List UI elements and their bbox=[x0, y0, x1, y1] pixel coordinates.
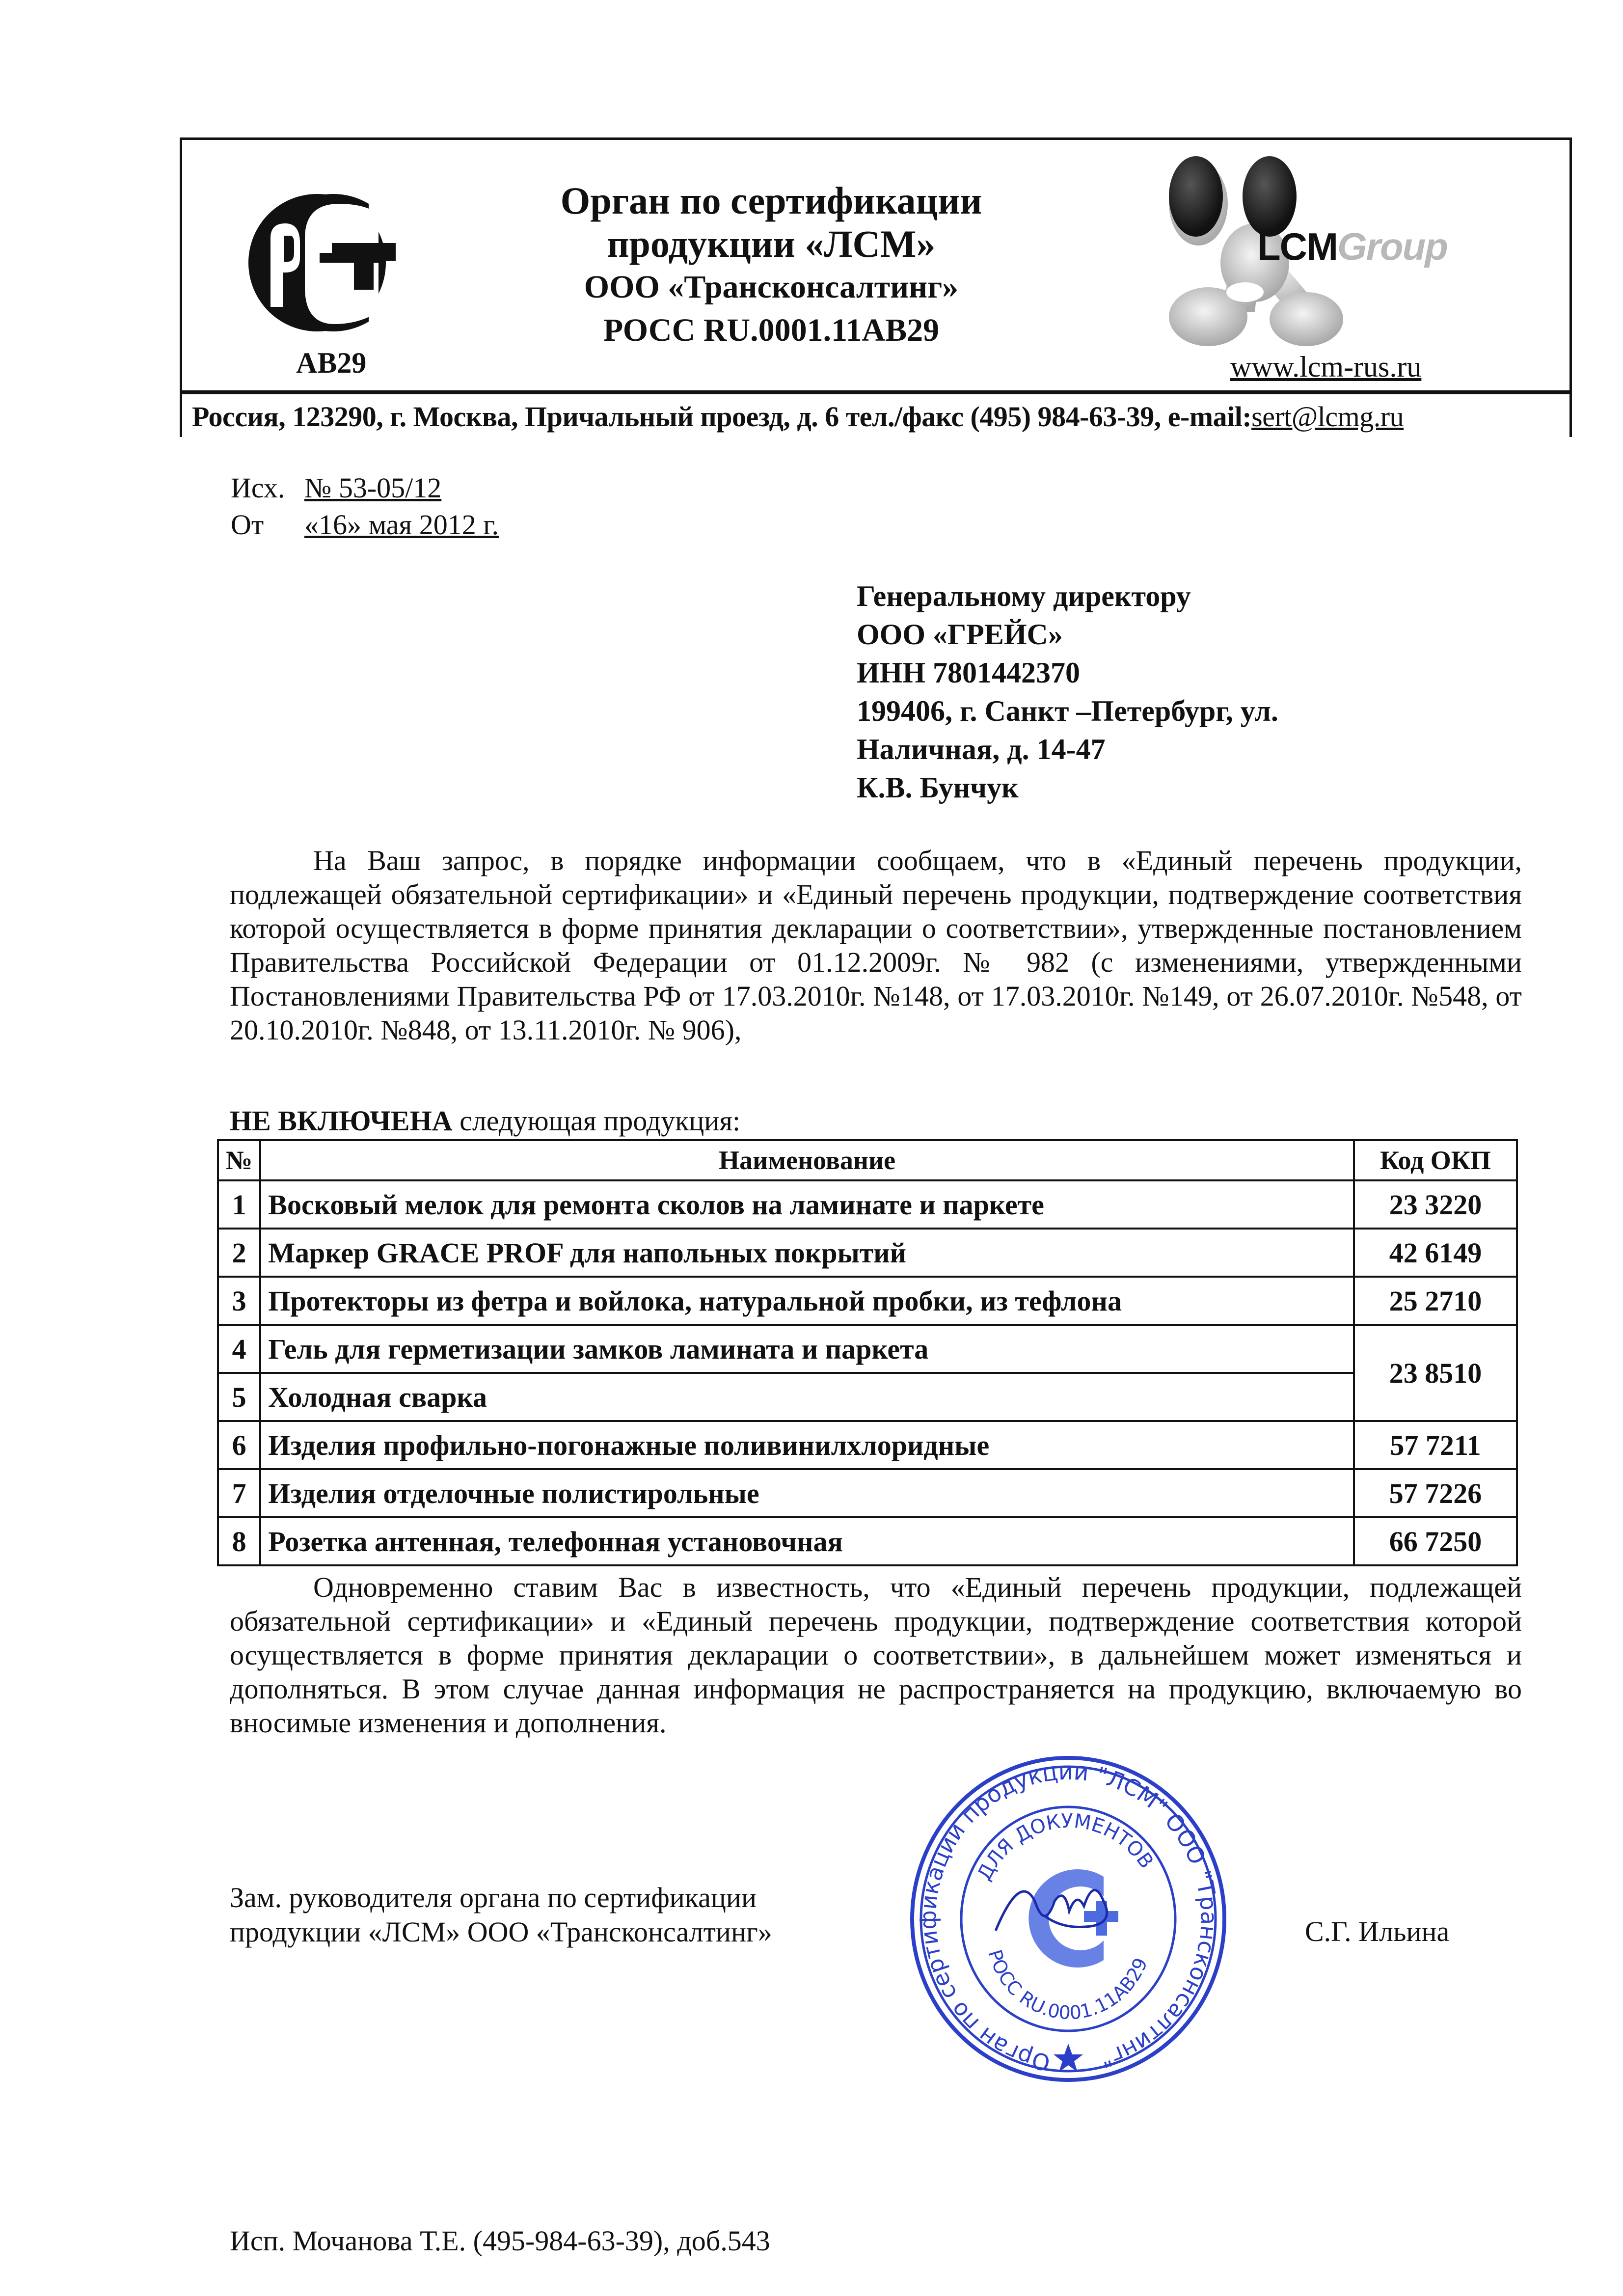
row-name: Изделия отделочные полистирольные bbox=[260, 1469, 1354, 1517]
letterhead-top bbox=[182, 140, 1569, 390]
row-number: 8 bbox=[218, 1517, 260, 1565]
outgoing-number bbox=[231, 471, 441, 504]
recipient-line: ООО «ГРЕЙС» bbox=[857, 618, 1063, 651]
org-title-line3: ООО «Трансконсалтинг» bbox=[584, 269, 959, 305]
org-title-line4: РОСС RU.0001.11AB29 bbox=[603, 312, 940, 348]
row-name: Розетка антенная, телефонная установочная bbox=[260, 1517, 1354, 1565]
outgoing-value: № 53-05/12 bbox=[304, 472, 442, 504]
row-name: Маркер GRACE PROF для напольных покрытий bbox=[260, 1229, 1354, 1277]
not-included-bold: НЕ ВКЛЮЧЕНА bbox=[230, 1105, 453, 1137]
row-number: 1 bbox=[218, 1180, 260, 1229]
table-row bbox=[218, 1180, 1517, 1229]
org-title-line1: Орган по сертификации bbox=[560, 179, 982, 222]
signatory-role bbox=[230, 1881, 772, 1949]
row-name: Холодная сварка bbox=[260, 1373, 1354, 1421]
cert-mark-code: AB29 bbox=[296, 347, 367, 379]
paragraph-1-text: На Ваш запрос, в порядке информации сообщаем, что в «Единый перечень продукции, подлежащей обязательной сертификации» и «Единый перечень продукции, подтверждение соответствия которой осуществляется в форме принятия декларации о соответствии», утвержденные постановлением Правительства Российской Федерации от 01.12.2009г. № 982 (с изменениями, утвержденными Постановлениями Правительства РФ от 17.03.2010г. №148, от 17.03.2010г. №149, от 26.07.2010г. №548, от 20.10.2010г. №848, от 13.11.2010г. № 906), bbox=[230, 845, 1522, 1046]
table-header-row bbox=[218, 1140, 1517, 1180]
row-name: Гель для герметизации замков ламината и паркета bbox=[260, 1325, 1354, 1373]
website-link[interactable]: www.lcm-rus.ru bbox=[1230, 351, 1422, 383]
row-code: 57 7211 bbox=[1354, 1421, 1517, 1469]
table-row bbox=[218, 1517, 1517, 1565]
role-line-2: продукции «ЛСМ» ООО «Трансконсалтинг» bbox=[230, 1916, 772, 1948]
table-row bbox=[218, 1277, 1517, 1325]
row-number: 6 bbox=[218, 1421, 260, 1469]
row-number: 4 bbox=[218, 1325, 260, 1373]
email-link[interactable]: sert@lcmg.ru bbox=[1251, 401, 1404, 433]
row-name: Изделия профильно-погонажные поливинилхлоридные bbox=[260, 1421, 1354, 1469]
row-name: Протекторы из фетра и войлока, натуральной пробки, из тефлона bbox=[260, 1277, 1354, 1325]
paragraph-2-text: Одновременно ставим Вас в известность, что «Единый перечень продукции, подлежащей обязательной сертификации» и «Единый перечень продукции, подтверждение соответствия которой осуществляется в форме принятия декларации о соответствии», в дальнейшем может изменяться и дополняться. В этом случае данная информация не распространяется на продукцию, включаемую во вносимые изменения и дополнения. bbox=[230, 1571, 1522, 1739]
not-included-heading bbox=[230, 1104, 1522, 1138]
row-number: 3 bbox=[218, 1277, 260, 1325]
recipient-line: Генеральному директору bbox=[857, 580, 1191, 612]
row-code: 57 7226 bbox=[1354, 1469, 1517, 1517]
row-number: 7 bbox=[218, 1469, 260, 1517]
letterhead-divider bbox=[182, 390, 1569, 394]
date-value: «16» мая 2012 г. bbox=[304, 509, 499, 541]
row-code: 23 3220 bbox=[1354, 1180, 1517, 1229]
role-line-1: Зам. руководителя органа по сертификации bbox=[230, 1882, 757, 1913]
body-paragraph-1 bbox=[230, 844, 1522, 1047]
stamp-inner-top: ДЛЯ ДОКУМЕНТОВ bbox=[973, 1809, 1158, 1885]
executor-info: Исп. Мочанова Т.Е. (495-984-63-39), доб.543 bbox=[230, 2225, 770, 2257]
letter-date bbox=[231, 508, 499, 541]
recipient-line: Наличная, д. 14-47 bbox=[857, 733, 1106, 765]
table-row bbox=[218, 1421, 1517, 1469]
outgoing-label: Исх. bbox=[231, 472, 285, 504]
brand-light: Group bbox=[1337, 225, 1447, 268]
recipient-line: К.В. Бунчук bbox=[857, 771, 1019, 804]
recipient-block bbox=[857, 577, 1278, 807]
lcm-group-wordmark bbox=[1257, 224, 1447, 269]
row-number: 2 bbox=[218, 1229, 260, 1277]
letterhead-address bbox=[192, 400, 1404, 433]
row-code: 23 8510 bbox=[1354, 1325, 1517, 1421]
row-code: 42 6149 bbox=[1354, 1229, 1517, 1277]
row-code: 66 7250 bbox=[1354, 1517, 1517, 1565]
date-label: От bbox=[231, 509, 264, 541]
table-row bbox=[218, 1469, 1517, 1517]
not-included-rest: следующая продукция: bbox=[452, 1105, 741, 1137]
official-stamp-icon bbox=[907, 1754, 1229, 2084]
table-row bbox=[218, 1325, 1517, 1373]
body-paragraph-2 bbox=[230, 1570, 1522, 1740]
signatory-name: С.Г. Ильина bbox=[1305, 1915, 1450, 1947]
address-text: Россия, 123290, г. Москва, Причальный проезд, д. 6 тел./факс (495) 984-63-39, e-mail: bbox=[192, 401, 1252, 433]
org-title-line2: продукции «ЛСМ» bbox=[607, 222, 936, 265]
brand-bold: LCM bbox=[1257, 225, 1337, 268]
header-code: Код ОКП bbox=[1354, 1140, 1517, 1180]
table-row bbox=[218, 1373, 1517, 1421]
rst-certification-mark-icon bbox=[236, 184, 398, 341]
row-name: Восковый мелок для ремонта сколов на ламинате и паркете bbox=[260, 1180, 1354, 1229]
stamp-outer-text: Орган по сертификации продукции "ЛСМ" ООО "Трансконсалтинг" bbox=[915, 1758, 1222, 2077]
row-number: 5 bbox=[218, 1373, 260, 1421]
header-number: № bbox=[218, 1140, 260, 1180]
row-code: 25 2710 bbox=[1354, 1277, 1517, 1325]
stamp-inner-bottom: РОСС RU.0001.11AB29 bbox=[984, 1947, 1152, 2024]
letterhead bbox=[180, 137, 1572, 437]
products-table bbox=[217, 1139, 1518, 1566]
org-title bbox=[526, 179, 1017, 352]
recipient-line: ИНН 7801442370 bbox=[857, 656, 1081, 689]
header-name: Наименование bbox=[260, 1140, 1354, 1180]
recipient-line: 199406, г. Санкт –Петербург, ул. bbox=[857, 695, 1278, 727]
table-row bbox=[218, 1229, 1517, 1277]
